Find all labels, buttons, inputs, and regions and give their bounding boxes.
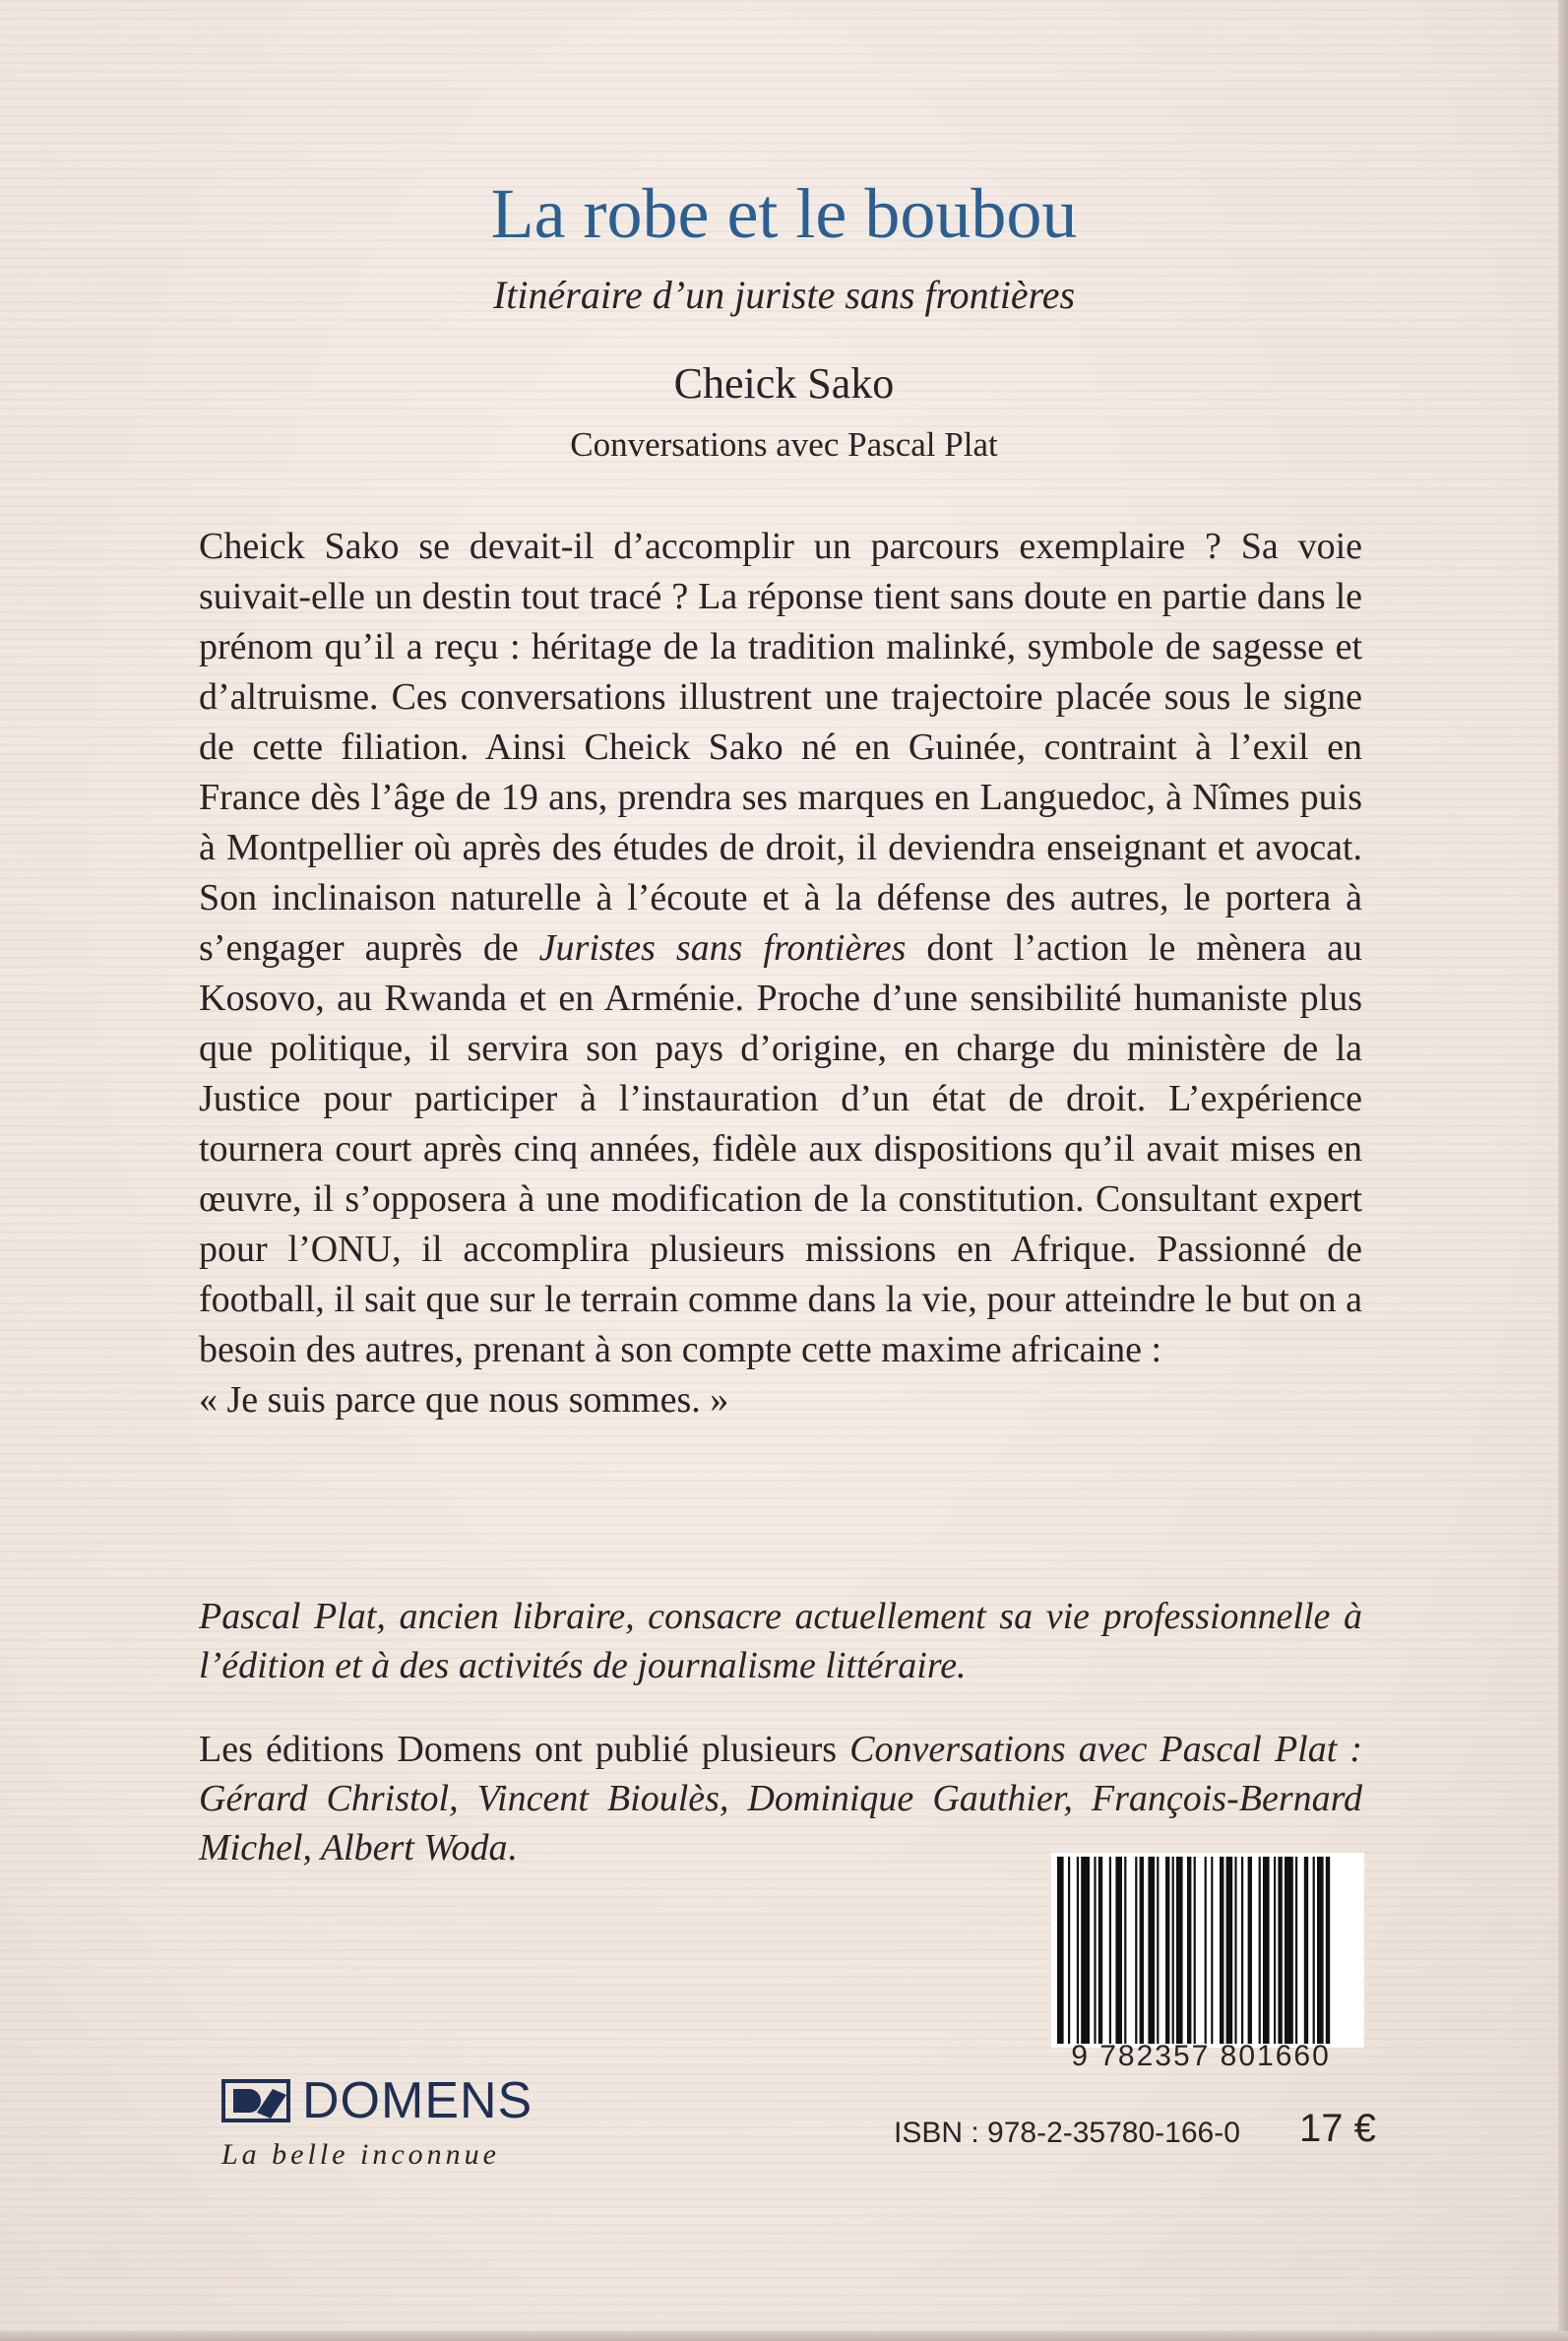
author-name: Cheick Sako: [673, 359, 895, 408]
conversations-line: Conversations avec Pascal Plat: [570, 425, 998, 464]
page-edge-bottom: [0, 2331, 1568, 2341]
publisher-name: DOMENS: [302, 2072, 533, 2129]
publisher-tagline: La belle inconnue: [221, 2138, 500, 2171]
barcode: [1051, 1853, 1364, 2048]
interviewer-bio: Pascal Plat, ancien libraire, consacre actuellement sa vie professionnelle à l’édition et à des activités de journalisme littéraire.: [199, 1596, 1362, 1686]
books-italic-list: Conversations avec Pascal Plat : Gérard Christol, Vincent Bioulès, Dominique Gauthier, François-Bernard Michel, Albert Woda: [199, 1729, 1363, 1868]
publisher-book-icon: [221, 2077, 294, 2124]
summary-quote: « Je suis parce que nous sommes. »: [199, 1379, 729, 1421]
summary-paragraph: [199, 522, 1362, 1375]
books-text-1: Les éditions Domens ont publié plusieurs: [199, 1729, 850, 1770]
book-title: La robe et le boubou: [490, 174, 1078, 253]
summary-text-2: dont l’action le mènera au Kosovo, au Rwanda et en Arménie. Proche d’une sensibilité humaniste plus que politique, il servira son pays d’origine, en charge du ministère de la Justice pour participer à l’instauration d’un état de droit. L’expérience tournera court après cinq années, fidèle aux dispositions qu’il avait mises en œuvre, il s’opposera à une modification de la constitution. Consultant expert pour l’ONU, il accomplira plusieurs missions en Afrique. Passionné de football, il sait que sur le terrain comme dans la vie, pour atteindre le but on a besoin des autres, prenant à son compte cette maxime africaine :: [199, 927, 1362, 1370]
summary-text-1: Cheick Sako se devait-il d’accomplir un parcours exemplaire ? Sa voie suivait-elle un destin tout tracé ? La réponse tient sans doute en partie dans le prénom qu’il a reçu : héritage de la tradition malinké, symbole de sagesse et d’altruisme. Ces conversations illustrent une trajectoire placée sous le signe de cette filiation. Ainsi Cheick Sako né en Guinée, contraint à l’exil en France dès l’âge de 19 ans, prendra ses marques en Languedoc, à Nîmes puis à Montpellier où après des études de droit, il deviendra enseignant et avocat. Son inclinaison naturelle à l’écoute et à la défense des autres, le portera à s’engager auprès de: [199, 526, 1362, 969]
publisher-logo: [221, 2072, 596, 2185]
price: 17 €: [1299, 2107, 1376, 2150]
summary-italic-org: Juristes sans frontières: [538, 927, 907, 969]
book-subtitle: Itinéraire d’un juriste sans frontières: [492, 273, 1076, 317]
other-books: [199, 1725, 1362, 1872]
summary-block: [199, 522, 1362, 1425]
barcode-digits: 9 782357 801660: [1071, 2040, 1331, 2072]
page-edge-right: [1558, 0, 1568, 2341]
isbn: ISBN : 978-2-35780-166-0: [894, 2117, 1240, 2149]
books-text-2: .: [507, 1827, 517, 1868]
